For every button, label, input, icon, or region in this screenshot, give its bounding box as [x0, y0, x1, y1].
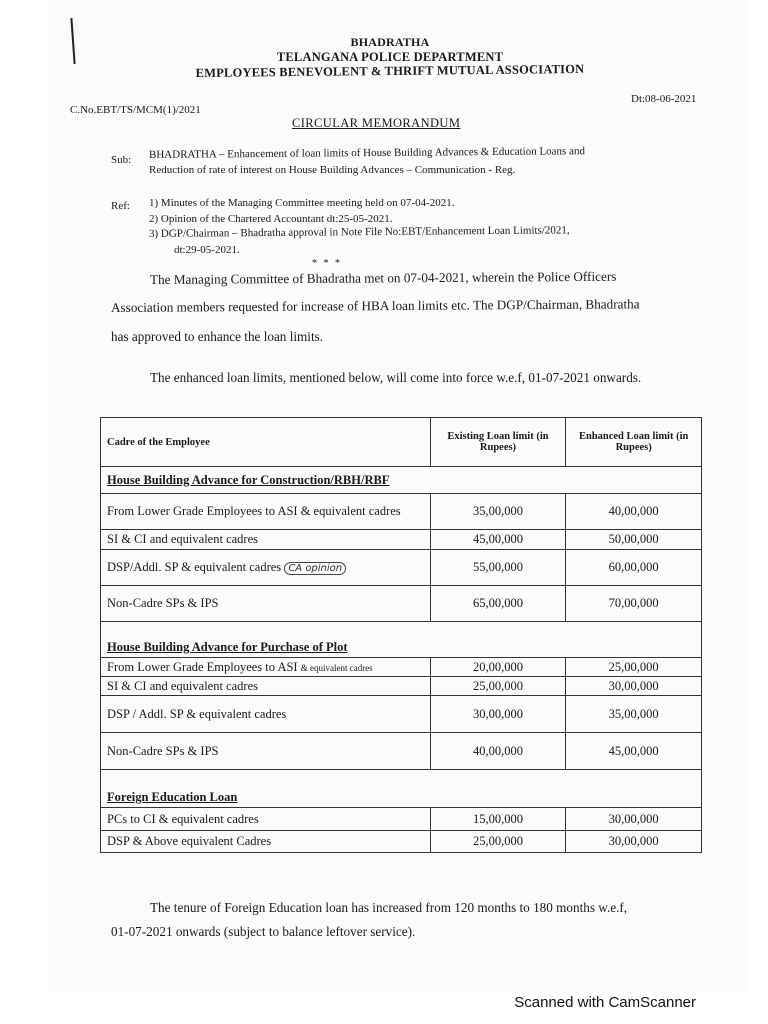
paragraph-1-line-3: has approved to enhance the loan limits.	[111, 329, 324, 344]
section-title-construction: House Building Advance for Construction/RBH/RBF	[101, 467, 702, 494]
table-row	[101, 658, 702, 677]
memo-title: CIRCULAR MEMORANDUM	[292, 116, 461, 130]
cadre-cell	[101, 550, 431, 586]
subject-line-1: BHADRATHA – Enhancement of loan limits of House Building Advances & Education Loans and	[148, 145, 586, 161]
existing-cell: 45,00,000	[430, 530, 566, 550]
cadre-cell: SI & CI and equivalent cadres	[101, 530, 431, 550]
table-header-row	[101, 418, 702, 467]
header-existing: Existing Loan limit (in Rupees)	[430, 418, 566, 467]
existing-cell: 65,00,000	[430, 586, 566, 622]
paragraph-1-line-1: The Managing Committee of Bhadratha met on 07-04-2021, wherein the Police Officers	[149, 268, 617, 287]
existing-cell: 55,00,000	[430, 550, 566, 586]
separator: * * *	[312, 258, 342, 269]
enhanced-cell: 30,00,000	[566, 831, 702, 853]
reference-item-4: dt:29-05-2021.	[174, 244, 240, 256]
handwritten-note: CA opinion	[284, 562, 346, 575]
paragraph-2: The enhanced loan limits, mentioned below, will come into force w.e.f, 01-07-2021 onwards.	[150, 370, 642, 385]
section-title-plot: House Building Advance for Purchase of Plot	[101, 622, 702, 658]
enhanced-cell: 30,00,000	[566, 808, 702, 831]
existing-cell: 25,00,000	[430, 677, 566, 696]
existing-cell: 30,00,000	[430, 696, 566, 733]
reference-label: Ref:	[111, 200, 130, 212]
header-enhanced: Enhanced Loan limit (in Rupees)	[566, 418, 702, 467]
cadre-cell: PCs to CI & equivalent cadres	[101, 808, 431, 831]
reference-number: C.No.EBT/TS/MCM(1)/2021	[70, 104, 201, 116]
enhanced-cell: 50,00,000	[566, 530, 702, 550]
enhanced-cell: 30,00,000	[566, 677, 702, 696]
cadre-label: From Lower Grade Employees to ASI	[107, 659, 298, 674]
section-row	[101, 467, 702, 494]
section-row	[101, 770, 702, 808]
cadre-cell: Non-Cadre SPs & IPS	[101, 733, 431, 770]
existing-cell: 20,00,000	[430, 658, 566, 677]
table-row	[101, 733, 702, 770]
cadre-cell: DSP / Addl. SP & equivalent cadres	[101, 696, 431, 733]
loan-limits-table	[100, 417, 702, 853]
enhanced-cell: 35,00,000	[566, 696, 702, 733]
reference-item-3: 3) DGP/Chairman – Bhadratha approval in Note File No:EBT/Enhancement Loan Limits/2021,	[148, 224, 570, 240]
paragraph-1-line-2: Association members requested for increase of HBA loan limits etc. The DGP/Chairman, Bhadratha	[110, 296, 640, 315]
table-row	[101, 530, 702, 550]
table-row	[101, 494, 702, 530]
cadre-label-small: & equivalent cadres	[300, 662, 373, 673]
existing-cell: 25,00,000	[430, 831, 566, 853]
section-title-education: Foreign Education Loan	[101, 770, 702, 808]
table-row	[101, 696, 702, 733]
table-row	[101, 586, 702, 622]
existing-cell: 35,00,000	[430, 494, 566, 530]
department-name: TELANGANA POLICE DEPARTMENT	[276, 50, 504, 64]
section-row	[101, 622, 702, 658]
enhanced-cell: 40,00,000	[566, 494, 702, 530]
table-row	[101, 808, 702, 831]
reference-item-1: 1) Minutes of the Managing Committee meeting held on 07-04-2021.	[149, 197, 455, 209]
paragraph-3-line-1: The tenure of Foreign Education loan has increased from 120 months to 180 months w.e.f,	[150, 900, 628, 915]
paragraph-3-line-2: 01-07-2021 onwards (subject to balance leftover service).	[111, 924, 416, 939]
header-cadre: Cadre of the Employee	[101, 418, 431, 467]
enhanced-cell: 70,00,000	[566, 586, 702, 622]
table-row	[101, 550, 702, 586]
cadre-cell: From Lower Grade Employees to ASI & equivalent cadres	[101, 494, 431, 530]
org-name: BHADRATHA	[350, 35, 430, 49]
subject-label: Sub:	[111, 154, 132, 166]
table-row	[101, 677, 702, 696]
table-row	[101, 831, 702, 853]
enhanced-cell: 25,00,000	[566, 658, 702, 677]
scanner-watermark: Scanned with CamScanner	[514, 994, 696, 1011]
association-name: EMPLOYEES BENEVOLENT & THRIFT MUTUAL ASSOCIATION	[195, 61, 585, 81]
cadre-cell: Non-Cadre SPs & IPS	[101, 586, 431, 622]
existing-cell: 40,00,000	[430, 733, 566, 770]
subject-line-2: Reduction of rate of interest on House Building Advances – Communication - Reg.	[149, 164, 516, 176]
cadre-cell	[101, 658, 431, 677]
cadre-label: DSP/Addl. SP & equivalent cadres	[107, 560, 282, 574]
reference-item-2: 2) Opinion of the Chartered Accountant dt:25-05-2021.	[149, 213, 393, 225]
cadre-cell: SI & CI and equivalent cadres	[101, 677, 431, 696]
enhanced-cell: 45,00,000	[566, 733, 702, 770]
enhanced-cell: 60,00,000	[566, 550, 702, 586]
cadre-cell: DSP & Above equivalent Cadres	[101, 831, 431, 853]
existing-cell: 15,00,000	[430, 808, 566, 831]
memo-date: Dt:08-06-2021	[631, 93, 697, 105]
